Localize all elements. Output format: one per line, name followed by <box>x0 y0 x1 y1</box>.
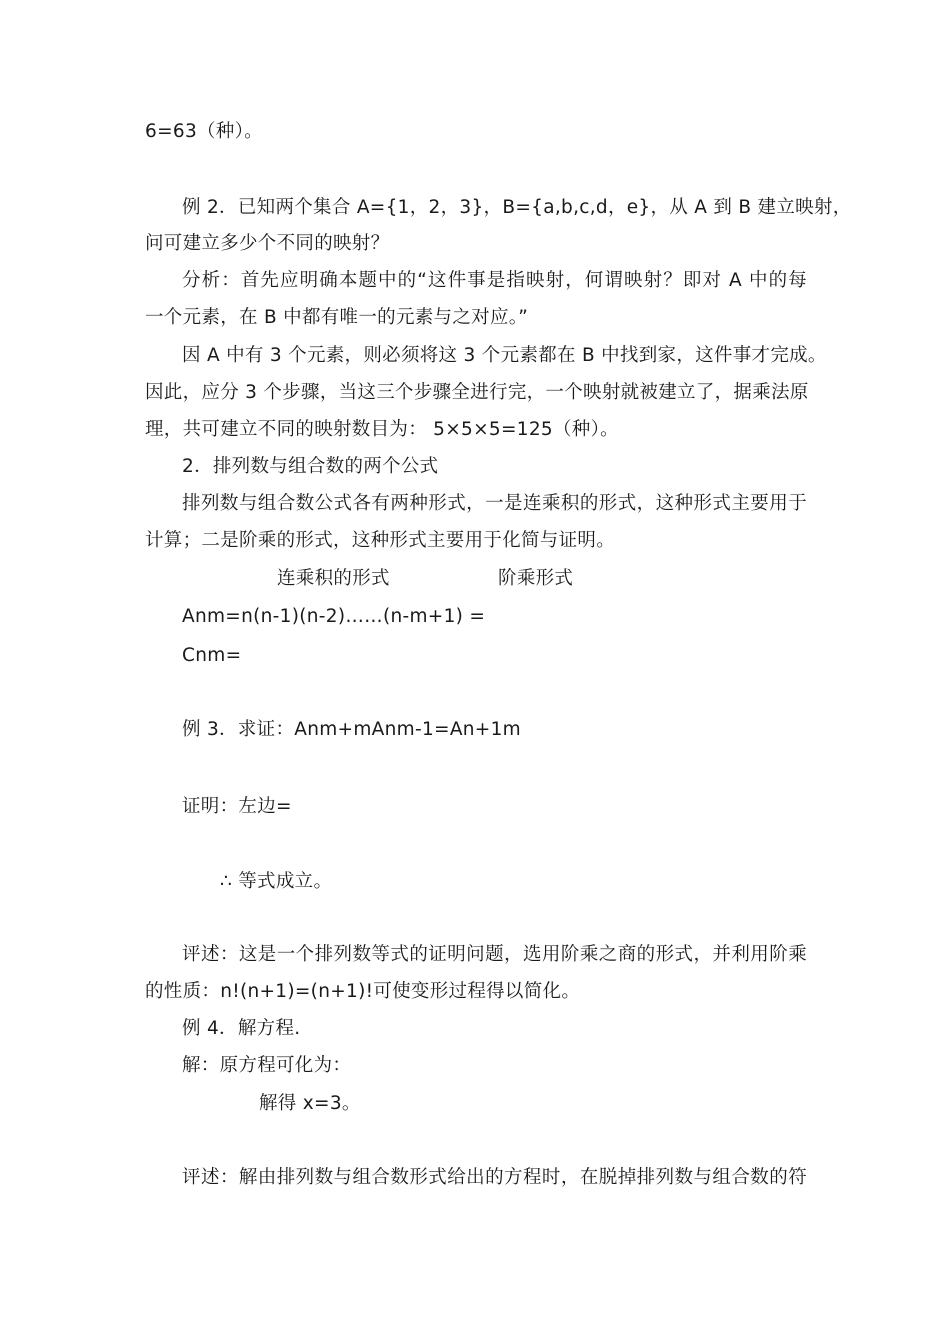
text-line: 证明：左边= <box>182 796 292 817</box>
column-heading: 阶乘形式 <box>498 568 574 589</box>
text-line: 评述：这是一个排列数等式的证明问题，选用阶乘之商的形式，并利用阶乘 <box>182 944 807 965</box>
text-line: 评述：解由排列数与组合数形式给出的方程时，在脱掉排列数与组合数的符 <box>182 1167 807 1188</box>
text-line: 例 2．已知两个集合 A={1，2，3}，B={a,b,c,d，e}，从 A 到 B 建立映射， <box>182 197 852 218</box>
text-line: 理，共可建立不同的映射数目为： 5×5×5=125（种）。 <box>145 419 619 440</box>
text-line: 因此，应分 3 个步骤，当这三个步骤全进行完，一个映射就被建立了，据乘法原 <box>145 382 809 403</box>
text-line: 解得 x=3。 <box>259 1093 361 1114</box>
formula-line: Cnm= <box>182 645 242 666</box>
text-line: 排列数与组合数公式各有两种形式，一是连乘积的形式，这种形式主要用于 <box>182 493 807 514</box>
text-line: 因 A 中有 3 个元素，则必须将这 3 个元素都在 B 中找到家，这件事才完成。 <box>182 345 827 366</box>
text-line: 一个元素，在 B 中都有唯一的元素与之对应。” <box>145 307 529 328</box>
text-line: 的性质：n!(n+1)=(n+1)!可使变形过程得以简化。 <box>145 981 581 1002</box>
text-line: ∴ 等式成立。 <box>220 871 333 892</box>
text-line: 例 4．解方程. <box>182 1018 301 1039</box>
column-heading: 连乘积的形式 <box>277 568 390 589</box>
text-line: 6=63（种）。 <box>145 121 263 142</box>
formula-line: Anm=n(n-1)(n-2)……(n-m+1) = <box>182 606 486 627</box>
text-line: 分析：首先应明确本题中的“这件事是指映射，何谓映射？即对 A 中的每 <box>182 270 807 291</box>
text-line: 问可建立多少个不同的映射？ <box>145 233 390 254</box>
text-line: 例 3．求证：Anm+mAnm-1=An+1m <box>182 719 521 740</box>
text-line: 解：原方程可化为： <box>182 1055 352 1076</box>
section-heading: 2．排列数与组合数的两个公式 <box>182 456 439 477</box>
text-line: 计算；二是阶乘的形式，这种形式主要用于化简与证明。 <box>145 530 616 551</box>
